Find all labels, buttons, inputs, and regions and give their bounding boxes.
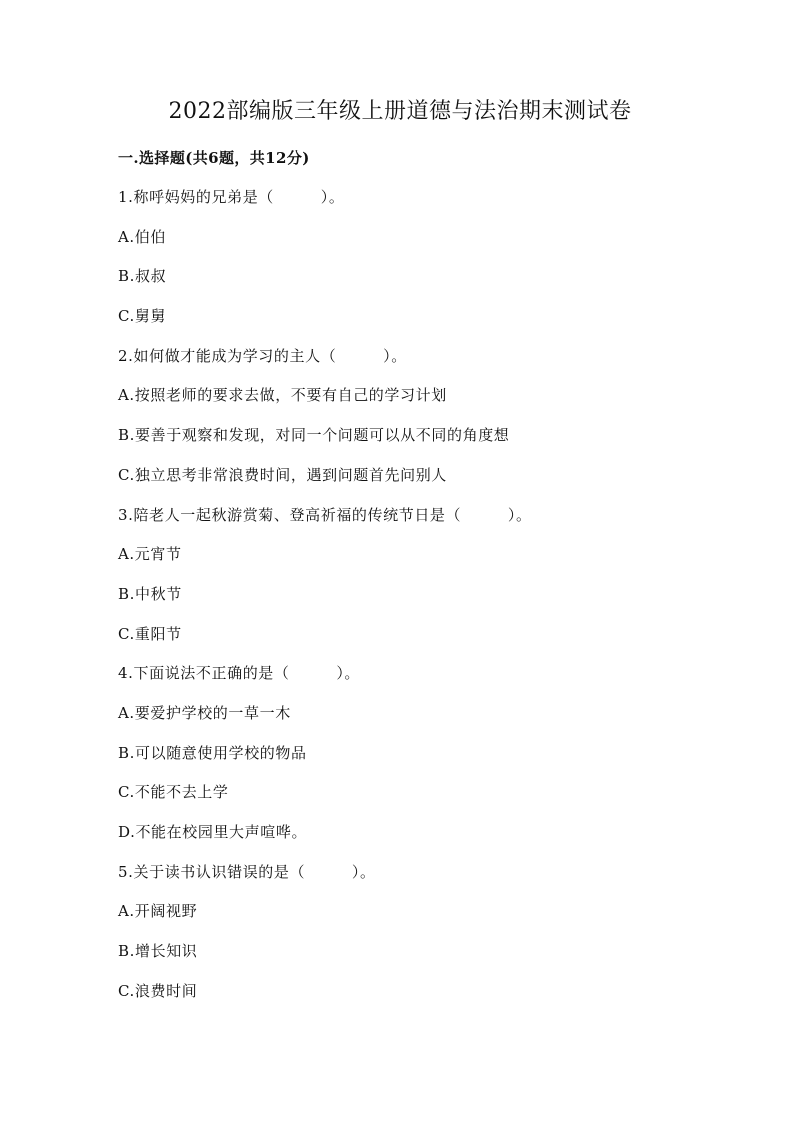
option-1a: A.伯伯 <box>118 227 167 246</box>
option-4c: C.不能不去上学 <box>118 783 229 802</box>
question-5: 5.关于读书认识错误的是（ ）。 <box>118 862 376 881</box>
option-3a: A.元宵节 <box>118 545 182 564</box>
question-4: 4.下面说法不正确的是（ ）。 <box>118 664 361 683</box>
question-3: 3.陪老人一起秋游赏菊、登高祈福的传统节日是（ ）。 <box>118 505 532 524</box>
page-title: 2022部编版三年级上册道德与法治期末测试卷 <box>168 99 632 124</box>
option-5a: A.开阔视野 <box>118 902 198 921</box>
option-4a: A.要爱护学校的一草一木 <box>118 703 291 722</box>
option-1b: B.叔叔 <box>118 267 167 286</box>
option-5c: C.浪费时间 <box>118 981 198 1000</box>
question-1: 1.称呼妈妈的兄弟是（ ）。 <box>118 188 345 206</box>
option-4b: B.可以随意使用学校的物品 <box>118 743 307 762</box>
option-1c: C.舅舅 <box>118 307 167 326</box>
section-heading: 一.选择题(共6题，共12分) <box>118 149 310 167</box>
option-3b: B.中秋节 <box>118 584 182 603</box>
option-3c: C.重阳节 <box>118 624 182 643</box>
option-2c: C.独立思考非常浪费时间，遇到问题首先问别人 <box>118 465 447 484</box>
option-5b: B.增长知识 <box>118 942 198 961</box>
option-2b: B.要善于观察和发现，对同一个问题可以从不同的角度想 <box>118 426 510 445</box>
option-2a: A.按照老师的要求去做，不要有自己的学习计划 <box>118 386 447 405</box>
question-2: 2.如何做才能成为学习的主人（ ）。 <box>118 346 407 365</box>
option-4d: D.不能在校园里大声喧哗。 <box>118 823 308 841</box>
question-list <box>118 185 718 1018</box>
